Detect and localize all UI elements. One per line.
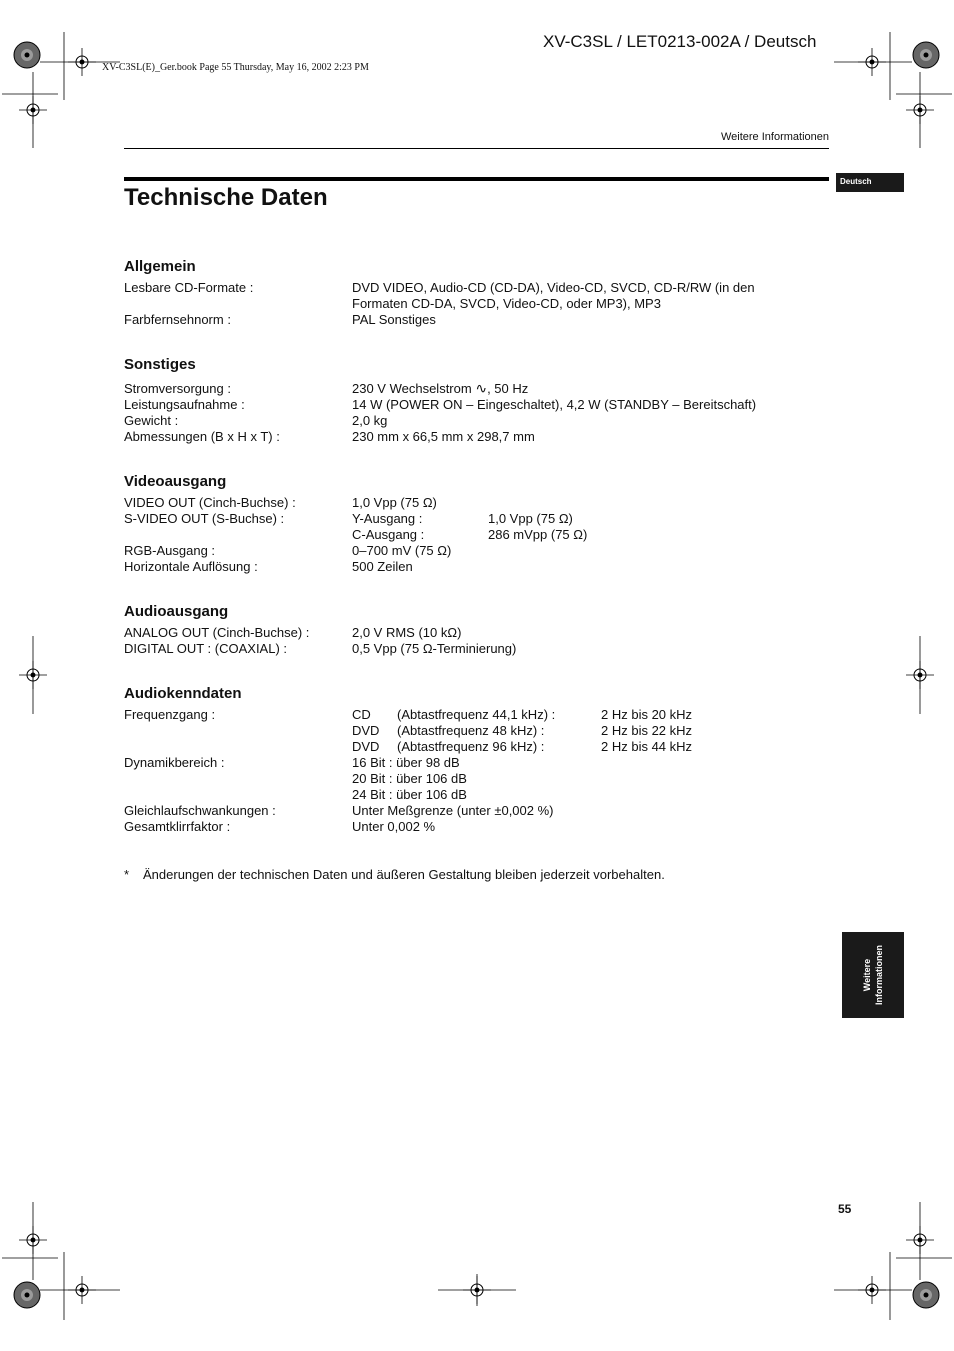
spec-value: 14 W (POWER ON – Eingeschaltet), 4,2 W (STANDBY – Bereitschaft) [352, 397, 757, 412]
spec-value: 286 mVpp (75 Ω) [488, 527, 588, 542]
footnote-marker: * [124, 867, 130, 882]
header-rule [124, 148, 829, 149]
spec-value: Formaten CD-DA, SVCD, Video-CD, oder MP3), MP3 [352, 296, 661, 311]
heading-audioausgang: Audioausgang [124, 603, 229, 620]
spec-label: Farbfernsehnorm : [124, 312, 231, 327]
side-tab-line: Weitere [862, 958, 872, 992]
section-label: Weitere Informationen [720, 131, 829, 143]
spec-label: DIGITAL OUT : (COAXIAL) : [124, 641, 288, 656]
side-tab-line: Informationen [874, 945, 884, 1005]
ac-wave-icon: ∿ [475, 381, 488, 397]
spec-value: Unter Meßgrenze (unter ±0,002 %) [352, 803, 554, 818]
spec-label: Dynamikbereich : [124, 755, 225, 770]
spec-value: 1,0 Vpp (75 Ω) [352, 495, 437, 510]
spec-value: 24 Bit : über 106 dB [352, 787, 467, 802]
spec-value: 1,0 Vpp (75 Ω) [488, 511, 573, 526]
registration-target-icon [14, 42, 40, 68]
spec-label: Lesbare CD-Formate : [124, 280, 254, 295]
side-tab [842, 932, 904, 1018]
spec-value-suffix: , 50 Hz [487, 381, 529, 396]
heading-audiokenndaten: Audiokenndaten [124, 685, 242, 702]
crosshair-icon [68, 48, 96, 76]
registration-target-icon [913, 42, 939, 68]
spec-value: Unter 0,002 % [352, 819, 436, 834]
spec-value: PAL Sonstiges [352, 312, 436, 327]
page-number: 55 [838, 1202, 852, 1216]
spec-value-text: 230 V Wechselstrom [352, 381, 472, 396]
spec-label: Gesamtklirrfaktor : [124, 819, 231, 834]
spec-value: 16 Bit : über 98 dB [352, 755, 460, 770]
spec-label: RGB-Ausgang : [124, 543, 216, 558]
crosshair-icon [463, 1276, 491, 1304]
crosshair-icon [906, 661, 934, 689]
book-info: XV-C3SL(E)_Ger.book Page 55 Thursday, May 16, 2002 2:23 PM [102, 62, 369, 73]
frequency-medium: DVD [352, 723, 380, 738]
frequency-range: 2 Hz bis 20 kHz [601, 707, 693, 722]
frequency-condition: (Abtastfrequenz 96 kHz) : [397, 739, 545, 754]
spec-value: 0,5 Vpp (75 Ω-Terminierung) [352, 641, 517, 656]
spec-label: Frequenzgang : [124, 707, 216, 722]
footnote-text: Änderungen der technischen Daten und äußeren Gestaltung bleiben jederzeit vorbehalten. [143, 867, 665, 882]
frequency-range: 2 Hz bis 22 kHz [601, 723, 693, 738]
spec-value [352, 381, 528, 397]
spec-value: DVD VIDEO, Audio-CD (CD-DA), Video-CD, SVCD, CD-R/RW (in den [352, 280, 755, 295]
spec-value: 0–700 mV (75 Ω) [352, 543, 452, 558]
spec-label: VIDEO OUT (Cinch-Buchse) : [124, 495, 296, 510]
crosshair-icon [19, 96, 47, 124]
spec-label: Horizontale Auflösung : [124, 559, 258, 574]
side-tab-label [861, 945, 885, 1005]
spec-sublabel: C-Ausgang : [352, 527, 425, 542]
crosshair-icon [858, 48, 886, 76]
spec-label: Leistungsaufnahme : [124, 397, 245, 412]
crop-lines [2, 32, 952, 1320]
frequency-medium: DVD [352, 739, 380, 754]
heading-videoausgang: Videoausgang [124, 473, 227, 490]
spec-value: 2,0 V RMS (10 kΩ) [352, 625, 462, 640]
spec-value: 2,0 kg [352, 413, 388, 428]
frequency-condition: (Abtastfrequenz 44,1 kHz) : [397, 707, 556, 722]
crosshair-icon [68, 1276, 96, 1304]
spec-value: 230 mm x 66,5 mm x 298,7 mm [352, 429, 535, 444]
spec-value: 20 Bit : über 106 dB [352, 771, 467, 786]
crosshair-icon [906, 96, 934, 124]
spec-label: Stromversorgung : [124, 381, 231, 396]
language-tab: Deutsch [836, 173, 904, 192]
spec-label: Gewicht : [124, 413, 179, 428]
spec-label: ANALOG OUT (Cinch-Buchse) : [124, 625, 310, 640]
document-code: XV-C3SL / LET0213-002A / Deutsch [543, 32, 817, 51]
heading-sonstiges: Sonstiges [124, 356, 196, 373]
crosshair-icon [906, 1226, 934, 1254]
crosshair-icon [19, 661, 47, 689]
frequency-range: 2 Hz bis 44 kHz [601, 739, 693, 754]
spec-label: S-VIDEO OUT (S-Buchse) : [124, 511, 285, 526]
page-title: Technische Daten [124, 184, 328, 211]
heading-allgemein: Allgemein [124, 258, 196, 275]
crosshair-icon [858, 1276, 886, 1304]
spec-sublabel: Y-Ausgang : [352, 511, 423, 526]
spec-label: Abmessungen (B x H x T) : [124, 429, 280, 444]
registration-target-icon [913, 1282, 939, 1308]
spec-value: 500 Zeilen [352, 559, 413, 574]
frequency-medium: CD [352, 707, 371, 722]
frequency-condition: (Abtastfrequenz 48 kHz) : [397, 723, 545, 738]
crosshair-icon [19, 1226, 47, 1254]
title-rule [124, 177, 829, 181]
spec-label: Gleichlaufschwankungen : [124, 803, 276, 818]
registration-target-icon [14, 1282, 40, 1308]
